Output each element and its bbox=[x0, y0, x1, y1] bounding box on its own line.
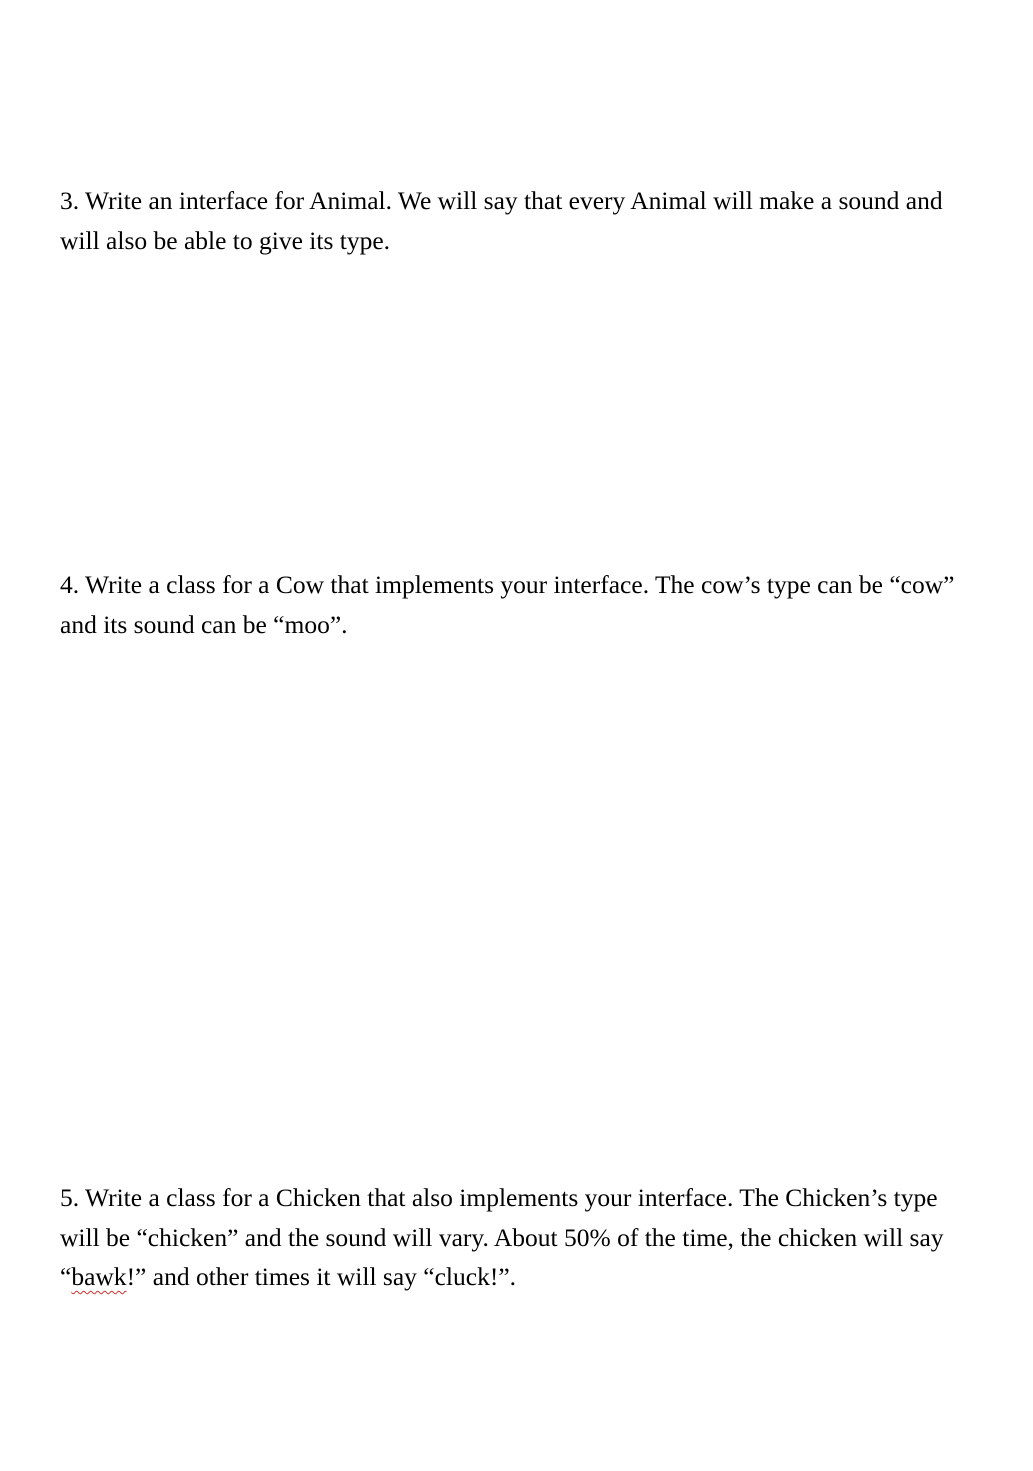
question-4: 4. Write a class for a Cow that implements your interface. The cow’s type can be “cow” and its sound can be “moo”. bbox=[60, 570, 955, 639]
question-5-text-after: !” and other times it will say “cluck!”. bbox=[126, 1262, 517, 1291]
question-3: 3. Write an interface for Animal. We will say that every Animal will make a sound and will also be able to give its type. bbox=[60, 186, 943, 255]
question-5 bbox=[60, 1178, 980, 1297]
spellcheck-flagged-word[interactable]: bawk bbox=[71, 1262, 127, 1291]
question-5-text-before: 5. Write a class for a Chicken that also implements your interface. The Chicken’s type will be “chicken” and the sound will vary. About 50% of the time, the chicken will say “ bbox=[60, 1183, 944, 1291]
